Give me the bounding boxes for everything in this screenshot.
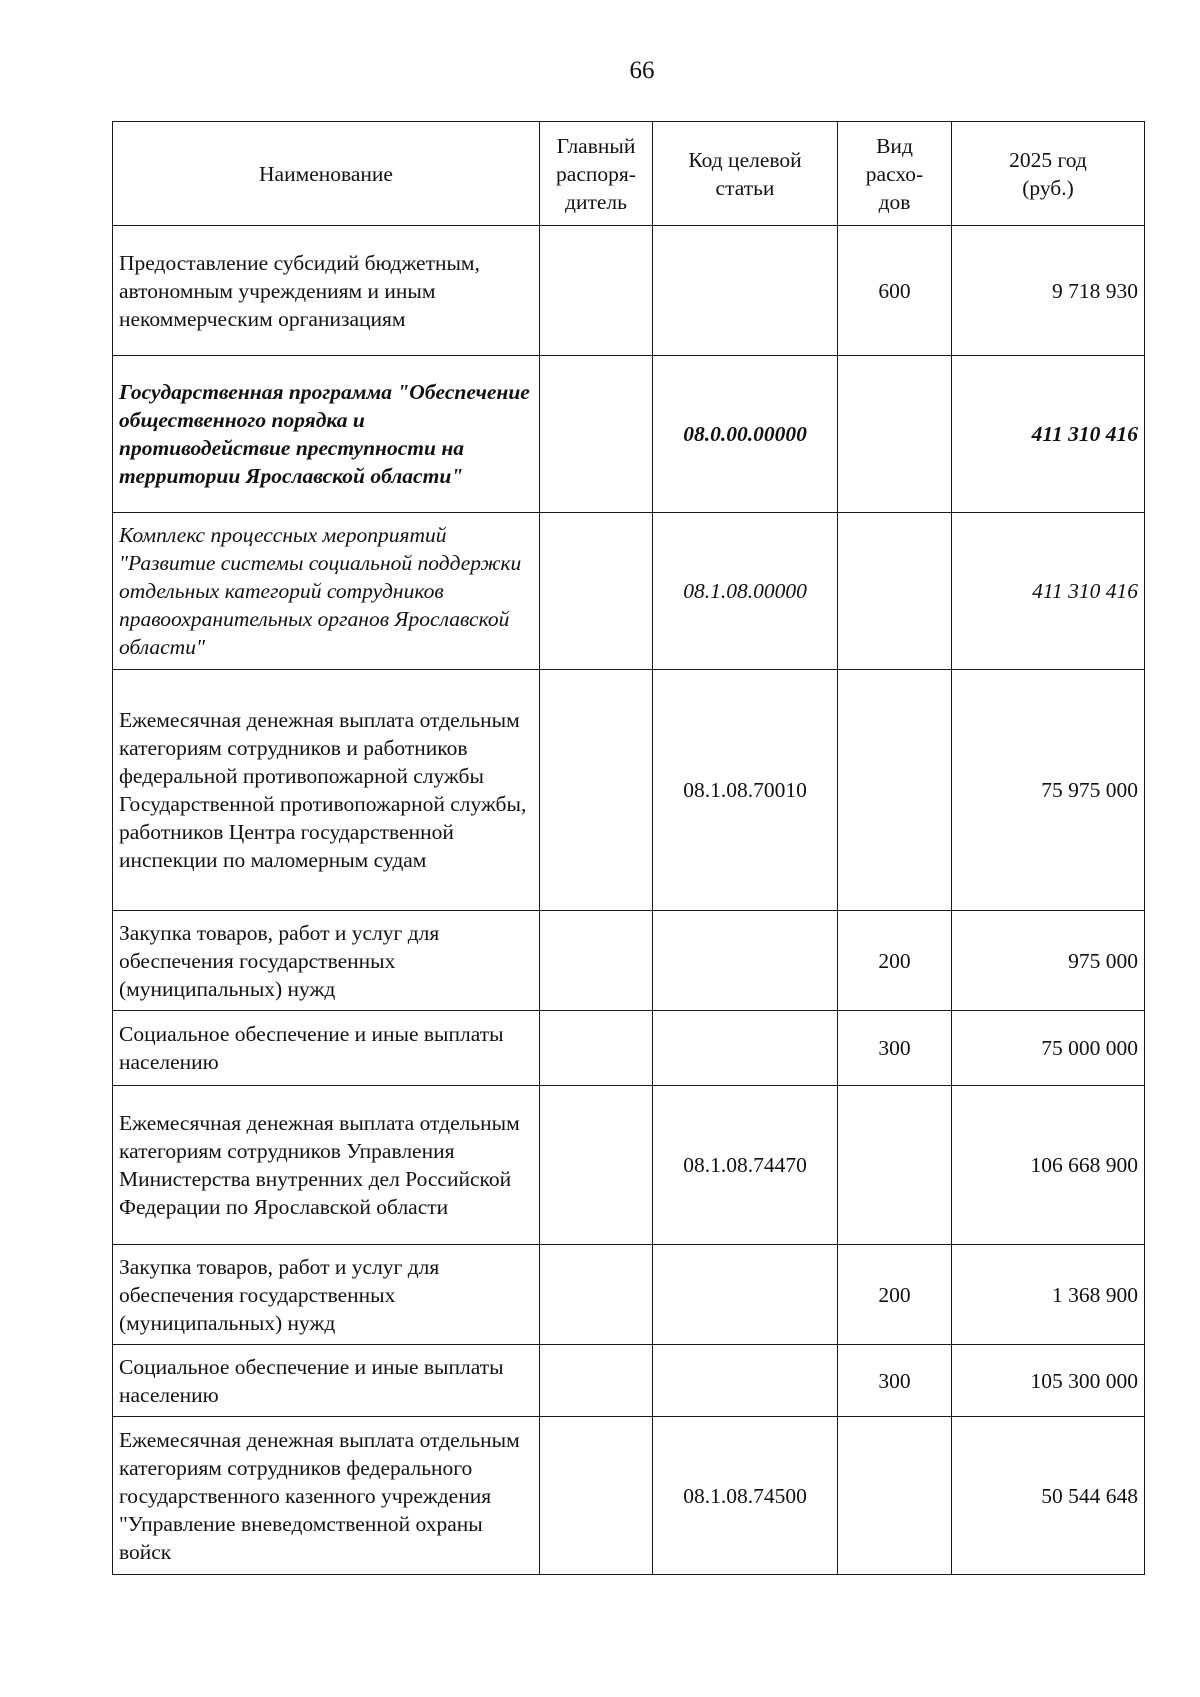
table-row	[113, 356, 1145, 513]
row-name: Государственная программа "Обеспечение общественного порядка и противодействие преступности на территории Ярославской области"	[113, 356, 540, 513]
row-type: 600	[838, 226, 952, 356]
row-type: 300	[838, 1011, 952, 1086]
row-admin	[540, 1086, 653, 1245]
row-name: Предоставление субсидий бюджетным, автономным учреждениям и иным некоммерческим организациям	[113, 226, 540, 356]
row-sum: 975 000	[952, 911, 1145, 1011]
header-code: Код целевой статьи	[653, 122, 838, 226]
row-name: Закупка товаров, работ и услуг для обеспечения государственных (муниципальных) нужд	[113, 1245, 540, 1345]
row-type: 200	[838, 911, 952, 1011]
table-row	[113, 513, 1145, 670]
page-number: 66	[629, 57, 655, 84]
row-admin	[540, 513, 653, 670]
row-code	[653, 1011, 838, 1086]
row-sum: 75 975 000	[952, 670, 1145, 911]
table-row	[113, 1245, 1145, 1345]
header-sum: 2025 год (руб.)	[952, 122, 1145, 226]
budget-table	[112, 121, 1145, 1575]
row-sum: 9 718 930	[952, 226, 1145, 356]
row-name: Ежемесячная денежная выплата отдельным категориям сотрудников федерального государственного казенного учреждения "Управление вневедомственной охраны войск	[113, 1417, 540, 1575]
row-name: Социальное обеспечение и иные выплаты населению	[113, 1345, 540, 1417]
row-type	[838, 513, 952, 670]
row-admin	[540, 911, 653, 1011]
table-row	[113, 670, 1145, 911]
row-sum: 50 544 648	[952, 1417, 1145, 1575]
row-name: Ежемесячная денежная выплата отдельным категориям сотрудников Управления Министерства внутренних дел Российской Федерации по Ярославской области	[113, 1086, 540, 1245]
row-admin	[540, 1417, 653, 1575]
row-admin	[540, 670, 653, 911]
row-code: 08.1.08.70010	[653, 670, 838, 911]
row-sum: 75 000 000	[952, 1011, 1145, 1086]
row-sum: 411 310 416	[952, 513, 1145, 670]
row-type	[838, 356, 952, 513]
row-type	[838, 670, 952, 911]
row-type	[838, 1417, 952, 1575]
row-code	[653, 1345, 838, 1417]
header-type: Вид расхо-дов	[838, 122, 952, 226]
row-name: Ежемесячная денежная выплата отдельным категориям сотрудников и работников федеральной противопожарной службы Государственной противопожарной службы, работников Центра государственной инспекции по маломерным судам	[113, 670, 540, 911]
row-sum: 1 368 900	[952, 1245, 1145, 1345]
row-code	[653, 226, 838, 356]
table-row	[113, 1417, 1145, 1575]
row-admin	[540, 226, 653, 356]
row-sum: 105 300 000	[952, 1345, 1145, 1417]
table-row	[113, 226, 1145, 356]
table-header-row	[113, 122, 1145, 226]
row-code	[653, 1245, 838, 1345]
row-name: Комплекс процессных мероприятий "Развитие системы социальной поддержки отдельных категорий сотрудников правоохранительных органов Ярославской области"	[113, 513, 540, 670]
table-row	[113, 911, 1145, 1011]
table-row	[113, 1086, 1145, 1245]
row-sum: 411 310 416	[952, 356, 1145, 513]
row-code: 08.1.08.00000	[653, 513, 838, 670]
row-code: 08.1.08.74500	[653, 1417, 838, 1575]
row-type: 200	[838, 1245, 952, 1345]
header-name: Наименование	[113, 122, 540, 226]
row-type	[838, 1086, 952, 1245]
table-row	[113, 1345, 1145, 1417]
row-admin	[540, 1245, 653, 1345]
row-name: Закупка товаров, работ и услуг для обеспечения государственных (муниципальных) нужд	[113, 911, 540, 1011]
row-code	[653, 911, 838, 1011]
row-code: 08.1.08.74470	[653, 1086, 838, 1245]
row-admin	[540, 1011, 653, 1086]
row-sum: 106 668 900	[952, 1086, 1145, 1245]
row-code: 08.0.00.00000	[653, 356, 838, 513]
row-admin	[540, 356, 653, 513]
row-type: 300	[838, 1345, 952, 1417]
row-admin	[540, 1345, 653, 1417]
table-row	[113, 1011, 1145, 1086]
row-name: Социальное обеспечение и иные выплаты населению	[113, 1011, 540, 1086]
header-admin: Главный распоря-дитель	[540, 122, 653, 226]
